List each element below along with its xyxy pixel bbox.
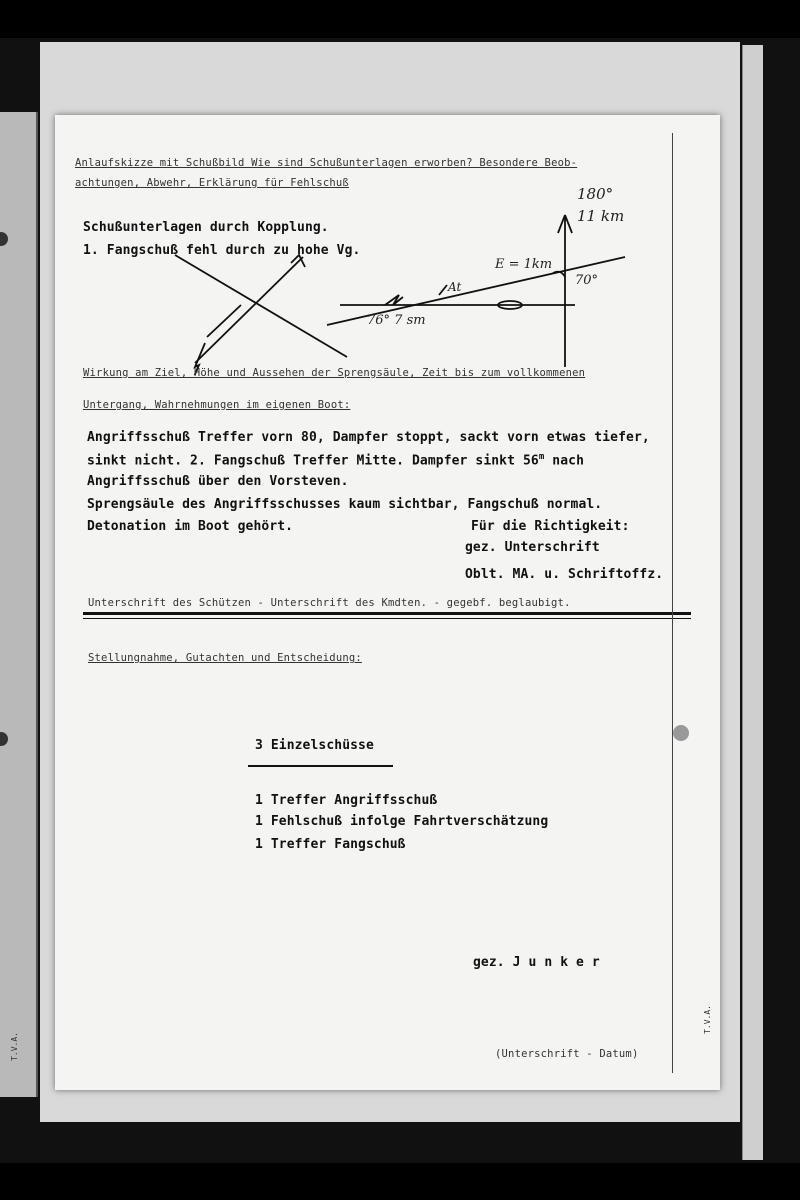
adjacent-page-strip — [742, 45, 763, 1160]
effect-line-2-end: nach — [544, 453, 584, 469]
signature-line: Unterschrift des Schützen - Unterschrift des Kmdten. - gegebf. beglaubigt. — [88, 597, 571, 609]
page-right-border — [672, 133, 673, 1073]
document-page — [55, 115, 720, 1090]
header-line-1: Anlaufskizze mit Schußbild Wie sind Schußunterlagen erworben? Besondere Beob- — [75, 157, 578, 169]
header-line-2: achtungen, Abwehr, Erklärung für Fehlschuß — [75, 177, 349, 189]
effect-line-2 — [87, 452, 584, 468]
effect-line-2-text: sinkt nicht. 2. Fangschuß Treffer Mitte. Dampfer sinkt 56 — [87, 453, 539, 469]
sketch-line — [175, 255, 347, 357]
effect-line-4: Sprengsäule des Angriffsschusses kaum sichtbar, Fangschuß normal. — [87, 497, 603, 512]
effect-line-2-unit: m — [538, 452, 545, 462]
effect-header-line-2: Untergang, Wahrnehmungen im eigenen Boot: — [83, 399, 351, 411]
effect-line-5: Detonation im Boot gehört. — [87, 519, 294, 534]
summary-underline — [248, 765, 393, 767]
effect-header-line-1: Wirkung am Ziel, Höhe und Aussehen der Sprengsäule, Zeit bis zum vollkommenen — [83, 367, 586, 379]
edge-tag-left: T.V.A. — [10, 1032, 19, 1061]
certification-line-3: Oblt. MA. u. Schriftoffz. — [465, 567, 664, 582]
sketch-note-1: Schußunterlagen durch Kopplung. — [83, 220, 329, 235]
sketch-label-angle: 70° — [575, 273, 599, 288]
section-divider — [83, 612, 691, 615]
effect-line-1: Angriffsschuß Treffer vorn 80, Dampfer stoppt, sackt vorn etwas tiefer, — [87, 430, 650, 445]
certification-line-2: gez. Unterschrift — [465, 540, 600, 555]
punch-hole-icon — [0, 232, 8, 246]
sketch-line — [195, 257, 303, 363]
sketch-label-mark: At — [448, 280, 462, 294]
punch-hole-icon — [673, 725, 689, 741]
certification-line-1: Für die Richtigkeit: — [471, 519, 630, 534]
summary-item-1: 1 Treffer Angriffsschuß — [255, 793, 438, 808]
previous-page-edge — [0, 112, 38, 1097]
sketch-label-lage: 76° 7 sm — [367, 313, 426, 328]
sketch-label-e: E = 1km — [495, 257, 553, 272]
summary-item-3: 1 Treffer Fangschuß — [255, 837, 406, 852]
attack-sketch — [55, 115, 720, 375]
summary-title: 3 Einzelschüsse — [255, 738, 374, 753]
footer-signature-date: (Unterschrift - Datum) — [495, 1048, 639, 1060]
sketch-label-bearing: 180° — [577, 185, 614, 203]
uboat-icon — [385, 295, 403, 305]
edge-tag-right: T.V.A. — [703, 1005, 712, 1034]
sketch-label-distance: 11 km — [577, 207, 625, 225]
summary-item-2: 1 Fehlschuß infolge Fahrtverschätzung — [255, 814, 549, 829]
signed-name: gez. J u n k e r — [473, 955, 600, 970]
section-divider-thin — [83, 618, 691, 619]
sketch-note-2: 1. Fangschuß fehl durch zu hohe Vg. — [83, 243, 361, 258]
effect-line-3: Angriffsschuß über den Vorsteven. — [87, 474, 349, 489]
punch-hole-icon — [0, 732, 8, 746]
statement-header: Stellungnahme, Gutachten und Entscheidung: — [88, 652, 362, 664]
